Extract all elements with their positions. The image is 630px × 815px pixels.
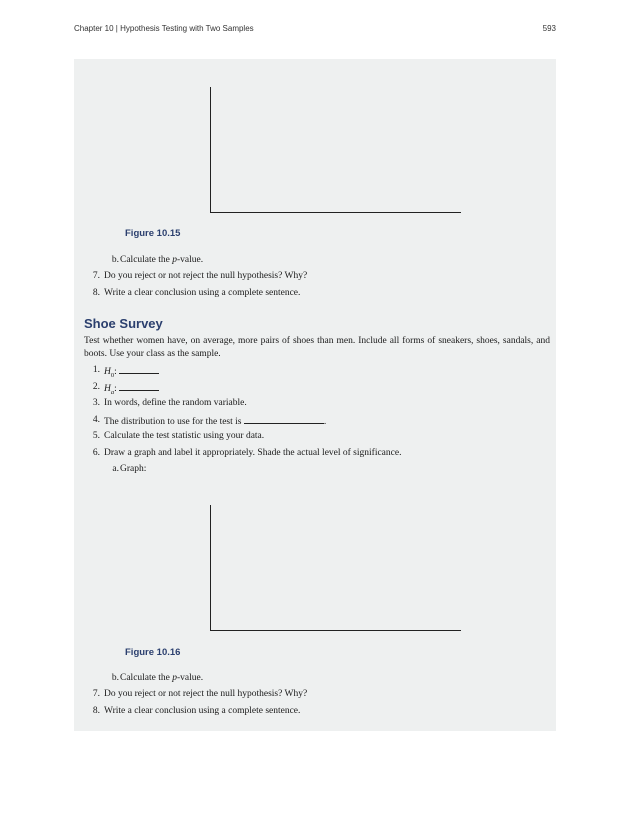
item-text: Write a clear conclusion using a complete sentence. [104, 288, 301, 298]
item-label: b. [111, 673, 119, 683]
figure-caption-2: Figure 10.16 [125, 647, 181, 658]
item-label: a. [112, 464, 119, 474]
page-number: 593 [542, 24, 556, 33]
item-text: Write a clear conclusion using a complete sentence. [104, 706, 301, 716]
item-label: b. [111, 255, 119, 265]
blank-graph-axes-2 [210, 505, 461, 631]
item-number: 7. [92, 271, 100, 281]
exercise-panel [74, 59, 556, 731]
item-text: Graph: [120, 464, 147, 474]
answer-blank [244, 414, 324, 424]
item-text: Do you reject or not reject the null hypothesis? Why? [104, 689, 308, 699]
item-text: $H_a$: [104, 381, 159, 399]
item-number: 8. [92, 288, 100, 298]
item-text: Calculate the p-value. [120, 255, 204, 265]
item-text: In words, define the random variable. [104, 398, 247, 408]
item-text: Calculate the p-value. [120, 673, 204, 683]
blank-graph-axes-1 [210, 87, 461, 213]
item-number: 4. [92, 415, 100, 425]
item-number: 5. [92, 431, 100, 441]
item-number: 3. [92, 398, 100, 408]
answer-blank [119, 364, 159, 374]
item-text: Calculate the test statistic using your data. [104, 431, 265, 441]
item-text: Do you reject or not reject the null hypothesis? Why? [104, 271, 308, 281]
item-number: 8. [92, 706, 100, 716]
figure-caption-1: Figure 10.15 [125, 228, 181, 239]
answer-blank [119, 381, 159, 391]
item-text: Draw a graph and label it appropriately. Shade the actual level of significance. [104, 448, 402, 458]
item-text: The distribution to use for the test is . [104, 414, 326, 428]
section-heading: Shoe Survey [84, 316, 163, 331]
item-number: 2. [92, 382, 100, 392]
item-number: 6. [92, 448, 100, 458]
section-intro: Test whether women have, on average, more pairs of shoes than men. Include all forms of sneakers, shoes, sandals, and boots. Use your class as the sample. [84, 336, 550, 359]
item-number: 1. [92, 365, 100, 375]
item-number: 7. [92, 689, 100, 699]
chapter-title: Chapter 10 | Hypothesis Testing with Two Samples [74, 24, 254, 33]
item-text: $H_0$: [104, 364, 159, 382]
